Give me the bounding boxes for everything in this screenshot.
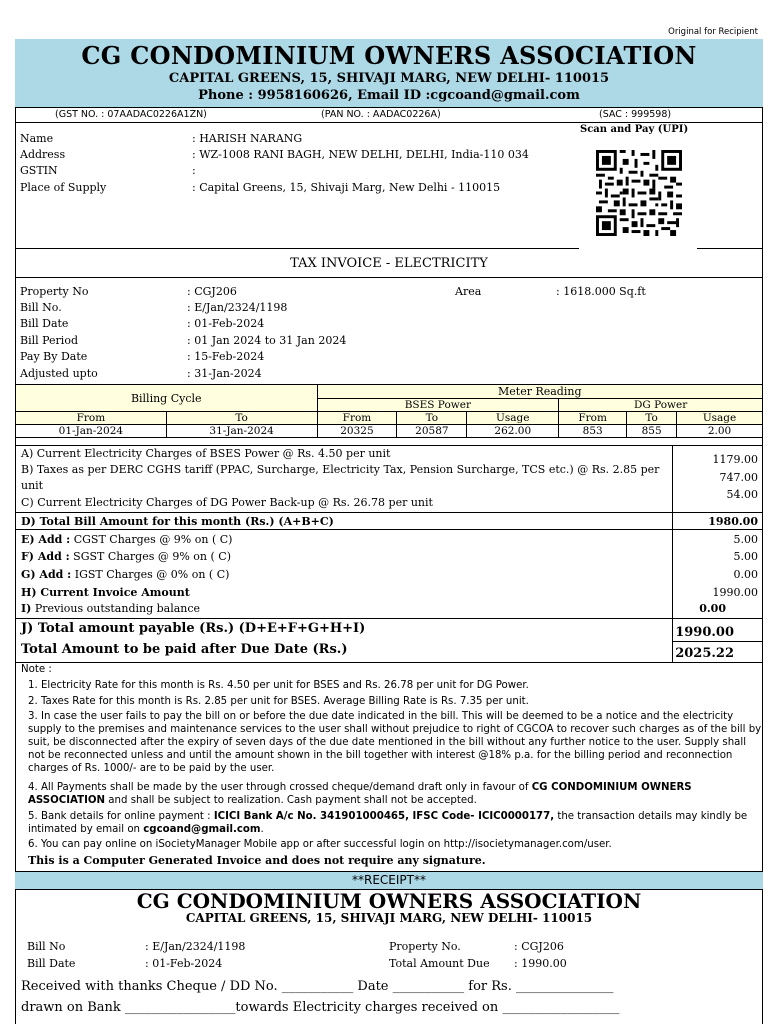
charge-f-text: SGST Charges @ 9% on ( C)	[69, 550, 231, 563]
note-4-c: and shall be subject to realization. Cash payment shall not be accepted.	[105, 795, 477, 806]
total-payable-value: 1990.00	[675, 625, 734, 640]
charge-g-value: 0.00	[733, 568, 758, 581]
gstin-value: :	[192, 164, 196, 177]
note-5-a: 5. Bank details for online payment :	[28, 811, 214, 822]
charge-e-text: CGST Charges @ 9% on ( C)	[70, 533, 233, 546]
invoice-title: TAX INVOICE - ELECTRICITY	[290, 256, 488, 271]
bill-date-label: Bill Date	[20, 317, 69, 330]
org-address: CAPITAL GREENS, 15, SHIVAJI MARG, NEW DELHI- 110015	[168, 71, 610, 86]
address-label: Address	[20, 148, 66, 161]
note-5-email[interactable]: cgcoand@gmail.com	[143, 824, 261, 835]
bill-period-value: : 01 Jan 2024 to 31 Jan 2024	[187, 334, 347, 347]
charge-c-value: 54.00	[726, 488, 758, 501]
property-label: Property No	[20, 285, 89, 298]
charge-h-label: H) Current Invoice Amount	[21, 586, 190, 599]
charge-d-label: D) Total Bill Amount for this month (Rs.) (A+B+C)	[21, 515, 334, 528]
charge-f-label	[21, 550, 231, 563]
bses-from-value: 20325	[317, 425, 397, 438]
cycle-to-value: 31-Jan-2024	[166, 425, 317, 438]
area-label: Area	[455, 285, 482, 298]
dg-to-header: To	[627, 412, 677, 425]
dg-power-header: DG Power	[559, 399, 763, 412]
charge-c-label: C) Current Electricity Charges of DG Power Back-up @ Rs. 26.78 per unit	[21, 496, 433, 509]
note-5-e: .	[260, 824, 264, 835]
bses-to-value: 20587	[397, 425, 467, 438]
adjusted-value: : 31-Jan-2024	[187, 367, 262, 380]
receipt-total-label: Total Amount Due	[389, 957, 490, 970]
bill-no-value: : E/Jan/2324/1198	[187, 301, 288, 314]
charge-e-label	[21, 533, 232, 546]
meter-reading-table	[15, 384, 763, 438]
receipt-property-value: : CGJ206	[514, 940, 564, 953]
meter-reading-header: Meter Reading	[317, 385, 763, 399]
dg-from-value: 853	[559, 425, 627, 438]
receipt-banner: **RECEIPT**	[15, 871, 763, 890]
note-6: 6. You can pay online on iSocietyManager Mobile app or after successful login on http://isocietymanager.com/user.	[28, 839, 612, 850]
tax-ids-row	[15, 108, 763, 122]
charge-a-label: A) Current Electricity Charges of BSES Power @ Rs. 4.50 per unit	[21, 447, 391, 460]
pay-by-value: : 15-Feb-2024	[187, 350, 265, 363]
charge-f-value: 5.00	[733, 550, 758, 563]
after-due-label: Total Amount to be paid after Due Date (Rs.)	[21, 642, 348, 657]
charge-f-prefix: F) Add :	[21, 550, 70, 563]
org-contact: Phone : 9958160626, Email ID :cgcoand@gmail.com	[198, 88, 580, 103]
billing-cycle-header: Billing Cycle	[16, 385, 318, 412]
charge-i-value: 0.00	[699, 602, 726, 615]
receipt-total-value: : 1990.00	[514, 957, 567, 970]
after-due-value: 2025.22	[675, 646, 734, 661]
charge-h-value: 1990.00	[712, 586, 758, 599]
bses-usage-header: Usage	[467, 412, 559, 425]
pan-number: (PAN NO. : AADAC0226A)	[321, 109, 441, 120]
note-5	[28, 810, 763, 836]
sac-number: (SAC : 999598)	[599, 109, 672, 120]
receipt-bill-date-value: : 01-Feb-2024	[145, 957, 223, 970]
note-4-org: CG CONDOMINIUM OWNERS ASSOCIATION	[28, 782, 692, 806]
receipt-property-label: Property No.	[389, 940, 461, 953]
upi-qr-code-icon[interactable]	[594, 150, 684, 236]
dg-usage-value: 2.00	[677, 425, 763, 438]
charge-b-label: B) Taxes as per DERC CGHS tariff (PPAC, Surcharge, Electricity Tax, Pension Surcharge, TCS etc.) @ Rs. 2.85 per unit	[21, 463, 660, 492]
charge-d-value: 1980.00	[708, 515, 758, 528]
name-value: : HARISH NARANG	[192, 132, 303, 145]
area-value: : 1618.000 Sq.ft	[556, 285, 646, 298]
note-2: 2. Taxes Rate for this month is Rs. 2.85 per unit for BSES. Average Billing Rate is Rs. 7.35 per unit.	[28, 696, 529, 707]
bses-to-header: To	[397, 412, 467, 425]
charge-i-label	[21, 602, 200, 615]
notes-title: Note :	[21, 664, 52, 675]
note-4-a: 4. All Payments shall be made by the user through crossed cheque/demand draft only in favour of	[28, 782, 532, 793]
bses-usage-value: 262.00	[467, 425, 559, 438]
cycle-to-header: To	[166, 412, 317, 425]
supply-label: Place of Supply	[20, 181, 107, 194]
name-label: Name	[20, 132, 54, 145]
charge-g-prefix: G) Add :	[21, 568, 72, 581]
computer-generated-note: This is a Computer Generated Invoice and does not require any signature.	[28, 854, 486, 867]
note-3: 3. In case the user fails to pay the bill on or before the due date indicated in the bill. This will be deemed to be a notice and the electricity supply to the premises and maintenance services to the user shall without prejudice to right of CGCOA to recover such charges as of the bill by suit, be disconnected after the expiry of seven days of the due date mentioned in the bill without any further notice to the user. Supply shall not be reconnected unless and until the amount shown in the bill together with interest @18% p.a. for the billing period and reconnection charges of Rs. 1000/- are to be paid by the user.	[28, 711, 762, 774]
cycle-from-value: 01-Jan-2024	[16, 425, 167, 438]
note-5-bank: ICICI Bank A/c No. 341901000465, IFSC Code- ICIC0000177,	[213, 811, 555, 822]
charge-i-prefix: I)	[21, 602, 32, 615]
property-value: : CGJ206	[187, 285, 237, 298]
original-for-recipient: Original for Recipient	[668, 27, 758, 37]
bill-period-label: Bill Period	[20, 334, 78, 347]
receipt-bill-date-label: Bill Date	[27, 957, 76, 970]
receipt-org-name: CG CONDOMINIUM OWNERS ASSOCIATION	[136, 889, 642, 913]
scan-pay-label: Scan and Pay (UPI)	[580, 124, 689, 135]
receipt-address: CAPITAL GREENS, 15, SHIVAJI MARG, NEW DELHI- 110015	[185, 911, 593, 925]
receipt-line-cheque: Received with thanks Cheque / DD No. ___________ Date ___________ for Rs. _______________	[21, 979, 614, 994]
bses-power-header: BSES Power	[317, 399, 559, 412]
total-payable-label: J) Total amount payable (Rs.) (D+E+F+G+H+I)	[21, 621, 366, 636]
charge-a-value: 1179.00	[712, 453, 758, 466]
bses-from-header: From	[317, 412, 397, 425]
dg-from-header: From	[559, 412, 627, 425]
adjusted-label: Adjusted upto	[20, 367, 98, 380]
supply-value: : Capital Greens, 15, Shivaji Marg, New Delhi - 110015	[192, 181, 501, 194]
charge-b-value: 747.00	[719, 471, 758, 484]
address-value: : WZ-1008 RANI BAGH, NEW DELHI, DELHI, India-110 034	[192, 148, 529, 161]
charge-g-text: IGST Charges @ 0% on ( C)	[71, 568, 230, 581]
note-4	[28, 781, 763, 807]
receipt-line-bank: drawn on Bank _________________towards Electricity charges received on __________________	[21, 1000, 620, 1015]
gstin-label: GSTIN	[20, 164, 58, 177]
dg-to-value: 855	[627, 425, 677, 438]
charge-g-label	[21, 568, 229, 581]
charge-e-prefix: E) Add :	[21, 533, 71, 546]
bill-date-value: : 01-Feb-2024	[187, 317, 265, 330]
bill-no-label: Bill No.	[20, 301, 62, 314]
header-banner	[15, 39, 763, 108]
note-1: 1. Electricity Rate for this month is Rs. 4.50 per unit for BSES and Rs. 26.78 per unit for DG Power.	[28, 680, 529, 691]
note-5-c: the transaction details may kindly be intimated by email on	[28, 811, 748, 835]
charge-i-text: Previous outstanding balance	[31, 602, 201, 615]
pay-by-label: Pay By Date	[20, 350, 88, 363]
charge-e-value: 5.00	[733, 533, 758, 546]
cycle-from-header: From	[16, 412, 167, 425]
gst-number: (GST NO. : 07AADAC0226A1ZN)	[55, 109, 207, 120]
org-name: CG CONDOMINIUM OWNERS ASSOCIATION	[81, 41, 697, 70]
dg-usage-header: Usage	[677, 412, 763, 425]
receipt-bill-no-label: Bill No	[27, 940, 66, 953]
receipt-bill-no-value: : E/Jan/2324/1198	[145, 940, 246, 953]
